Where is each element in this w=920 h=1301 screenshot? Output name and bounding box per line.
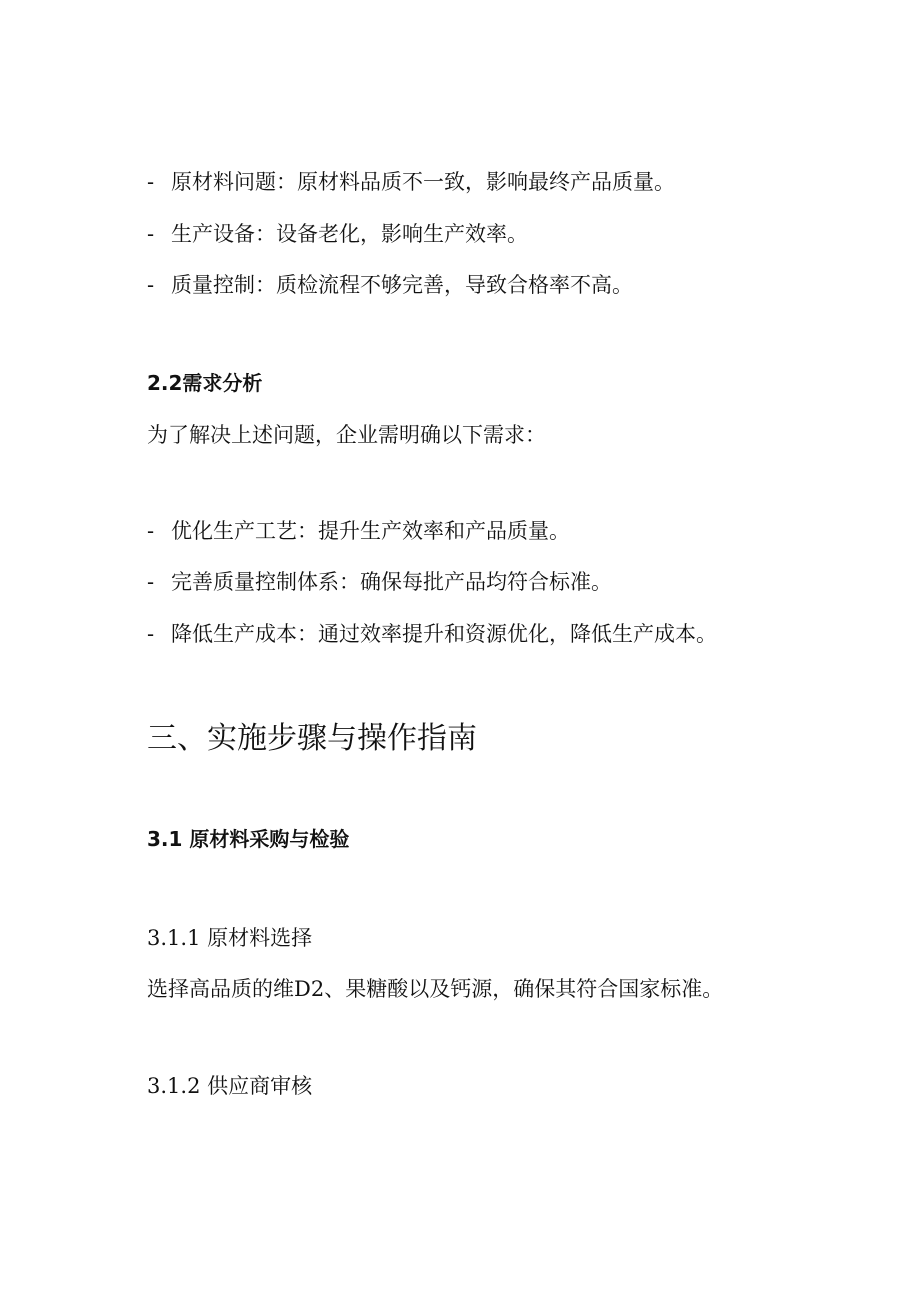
subsection-3-1-1-body: 选择高品质的维D2、果糖酸以及钙源，确保其符合国家标准。 bbox=[147, 977, 724, 1001]
bullet-text: 降低生产成本：通过效率提升和资源优化，降低生产成本。 bbox=[171, 622, 717, 646]
subsection-heading-3-1-1: 3.1.1 原材料选择 bbox=[147, 926, 313, 950]
bullet-raw-material-issue bbox=[147, 168, 675, 196]
bullet-text: 生产设备：设备老化，影响生产效率。 bbox=[171, 222, 528, 246]
bullet-marker: - bbox=[147, 222, 155, 246]
section-heading-2-2: 2.2需求分析 bbox=[147, 371, 263, 395]
bullet-quality-control-issue bbox=[147, 271, 633, 299]
bullet-marker: - bbox=[147, 519, 155, 543]
bullet-text: 原材料问题：原材料品质不一致，影响最终产品质量。 bbox=[171, 170, 675, 194]
bullet-marker: - bbox=[147, 273, 155, 297]
bullet-marker: - bbox=[147, 170, 155, 194]
bullet-text: 质量控制：质检流程不够完善，导致合格率不高。 bbox=[171, 273, 633, 297]
section-2-2-intro: 为了解决上述问题，企业需明确以下需求： bbox=[147, 423, 546, 447]
bullet-reduce-cost bbox=[147, 620, 717, 648]
bullet-equipment-issue bbox=[147, 220, 528, 248]
bullet-marker: - bbox=[147, 622, 155, 646]
bullet-marker: - bbox=[147, 570, 155, 594]
bullet-text: 完善质量控制体系：确保每批产品均符合标准。 bbox=[171, 570, 612, 594]
section-heading-3-1: 3.1 原材料采购与检验 bbox=[147, 827, 350, 851]
subsection-heading-3-1-2: 3.1.2 供应商审核 bbox=[147, 1074, 313, 1098]
chapter-title-3: 三、实施步骤与操作指南 bbox=[147, 721, 477, 756]
bullet-quality-system bbox=[147, 568, 612, 596]
bullet-text: 优化生产工艺：提升生产效率和产品质量。 bbox=[171, 519, 570, 543]
bullet-optimize-process bbox=[147, 517, 570, 545]
